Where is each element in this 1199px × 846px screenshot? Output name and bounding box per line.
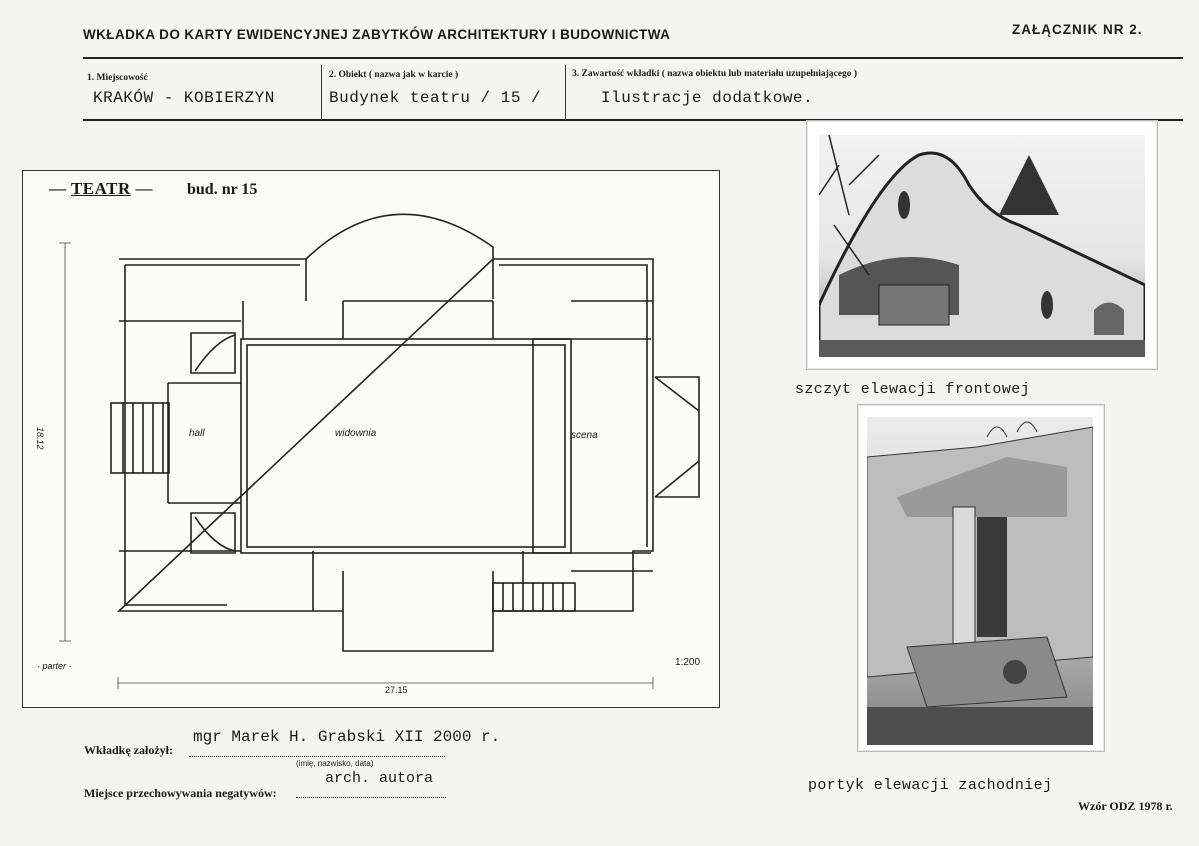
author-value: mgr Marek H. Grabski XII 2000 r. — [193, 728, 501, 746]
photo-frame-front — [806, 120, 1158, 370]
author-hint: (imię, nazwisko, data) — [296, 759, 374, 768]
floor-plan-panel — [22, 170, 720, 708]
room-hall-label: hall — [189, 428, 205, 439]
floor-plan-drawing — [23, 171, 719, 707]
dimension-width: 27.15 — [385, 685, 408, 695]
fields-row — [83, 63, 1183, 121]
photo-front-gable — [819, 135, 1145, 357]
form-code: Wzór ODZ 1978 r. — [1078, 799, 1173, 813]
field-2-value: Budynek teatru / 15 / — [329, 89, 542, 107]
storage-dotted-line — [296, 786, 446, 798]
dimension-height: 18.12 — [35, 427, 45, 450]
author-label: Wkładkę założył: — [84, 743, 173, 757]
field-2-label: 2. Obiekt ( nazwa jak w karcie ) — [329, 70, 459, 80]
field-3-value: Ilustracje dodatkowe. — [601, 89, 814, 107]
plan-title-row: — TEATR — — [49, 179, 154, 198]
field-divider — [321, 65, 322, 119]
header-rule — [83, 57, 1183, 59]
field-divider — [565, 65, 566, 119]
photo-frame-portico — [857, 404, 1105, 752]
plan-building: bud. nr 15 — [187, 181, 258, 198]
floor-label: · parter · — [37, 661, 72, 671]
field-1-label: 1. Miejscowość — [87, 73, 148, 83]
plan-title: TEATR — [70, 179, 131, 198]
photo-west-portico — [867, 417, 1093, 745]
room-widownia-label: widownia — [335, 428, 377, 439]
form-title: WKŁADKA DO KARTY EWIDENCYJNEJ ZABYTKÓW ARCHITEKTURY I BUDOWNICTWA — [83, 27, 671, 42]
storage-label: Miejsce przechowywania negatywów: — [84, 786, 277, 800]
photo-front-caption: szczyt elewacji frontowej — [795, 381, 1031, 398]
room-scena-label: scena — [571, 430, 598, 441]
field-1-value: KRAKÓW - KOBIERZYN — [93, 89, 275, 107]
plan-scale: 1:200 — [675, 657, 701, 668]
photo-portico-caption: portyk elewacji zachodniej — [808, 777, 1053, 794]
storage-value: arch. autora — [325, 770, 434, 787]
attachment-number: ZAŁĄCZNIK NR 2. — [1012, 22, 1143, 37]
field-3-label: 3. Zawartość wkładki ( nazwa obiektu lub materiału uzupełniającego ) — [572, 69, 858, 79]
